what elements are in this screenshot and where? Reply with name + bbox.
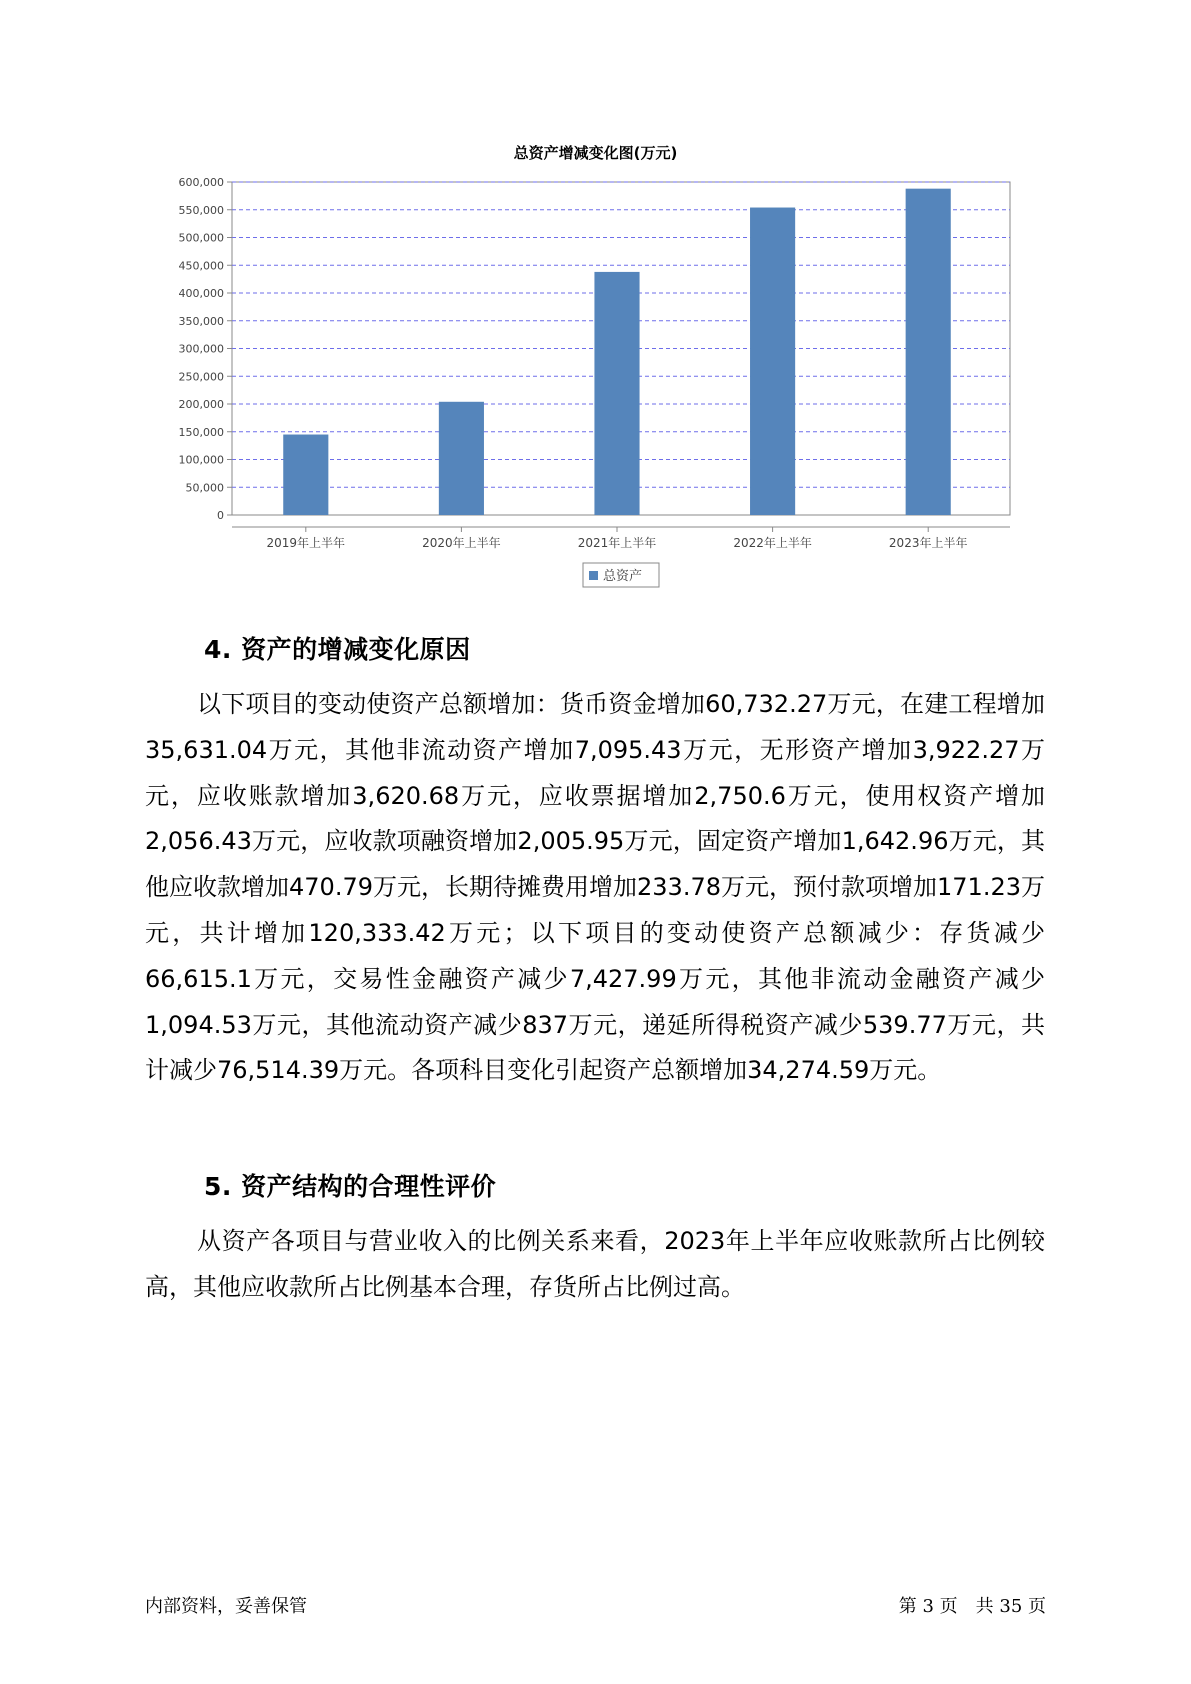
section-4-paragraph: 以下项目的变动使资产总额增加：货币资金增加60,732.27万元，在建工程增加35,631.04万元，其他非流动资产增加7,095.43万元，无形资产增加3,922.27万元，应收账款增加3,620.68万元，应收票据增加2,750.6万元，使用权资产增加2,056.43万元，应收款项融资增加2,005.95万元，固定资产增加1,642.96万元，其他应收款增加470.79万元，长期待摊费用增加233.78万元，预付款项增加171.23万元，共计增加120,333.42万元；以下项目的变动使资产总额减少：存货减少66,615.1万元，交易性金融资产减少7,427.99万元，其他非流动金融资产减少1,094.53万元，其他流动资产减少837万元，递延所得税资产减少539.77万元，共计减少76,514.39万元。各项科目变化引起资产总额增加34,274.59万元。	[145, 690, 1045, 1085]
y-tick-label: 300,000	[178, 342, 224, 356]
y-tick-label: 150,000	[178, 425, 224, 439]
y-tick-label: 600,000	[178, 176, 224, 189]
y-tick-label: 550,000	[178, 203, 224, 217]
y-tick-label: 50,000	[185, 481, 224, 495]
section-4-heading: 4. 资产的增减变化原因	[204, 635, 471, 664]
legend-swatch	[589, 571, 598, 580]
y-tick-label: 500,000	[178, 231, 224, 245]
footer-confidential-note: 内部资料，妥善保管	[145, 1596, 307, 1617]
bar	[906, 189, 951, 515]
x-tick-label: 2019年上半年	[266, 536, 346, 550]
y-tick-label: 200,000	[178, 398, 224, 411]
y-tick-label: 100,000	[178, 453, 224, 467]
bar	[750, 208, 795, 515]
section-5-heading: 5. 资产结构的合理性评价	[204, 1172, 497, 1201]
y-tick-label: 250,000	[178, 370, 224, 384]
bar	[283, 435, 328, 515]
bar	[439, 402, 484, 515]
x-tick-label: 2020年上半年	[422, 536, 501, 550]
y-tick-label: 450,000	[178, 259, 224, 273]
footer-page-number: 第 3 页 共 35 页	[898, 1596, 1046, 1617]
x-tick-label: 2022年上半年	[733, 536, 812, 550]
x-tick-label: 2021年上半年	[577, 536, 657, 550]
y-tick-label: 0	[217, 509, 224, 522]
chart-title: 总资产增减变化图(万元)	[513, 144, 678, 162]
total-assets-bar-chart	[150, 172, 968, 584]
y-tick-label: 350,000	[178, 314, 224, 328]
x-tick-label: 2023年上半年	[888, 536, 968, 550]
bar	[594, 272, 639, 515]
legend-label: 总资产	[603, 569, 643, 584]
section-5-paragraph: 从资产各项目与营业收入的比例关系来看，2023年上半年应收账款所占比例较高，其他应收款所占比例基本合理，存货所占比例过高。	[145, 1227, 1045, 1301]
y-tick-label: 400,000	[178, 287, 224, 300]
